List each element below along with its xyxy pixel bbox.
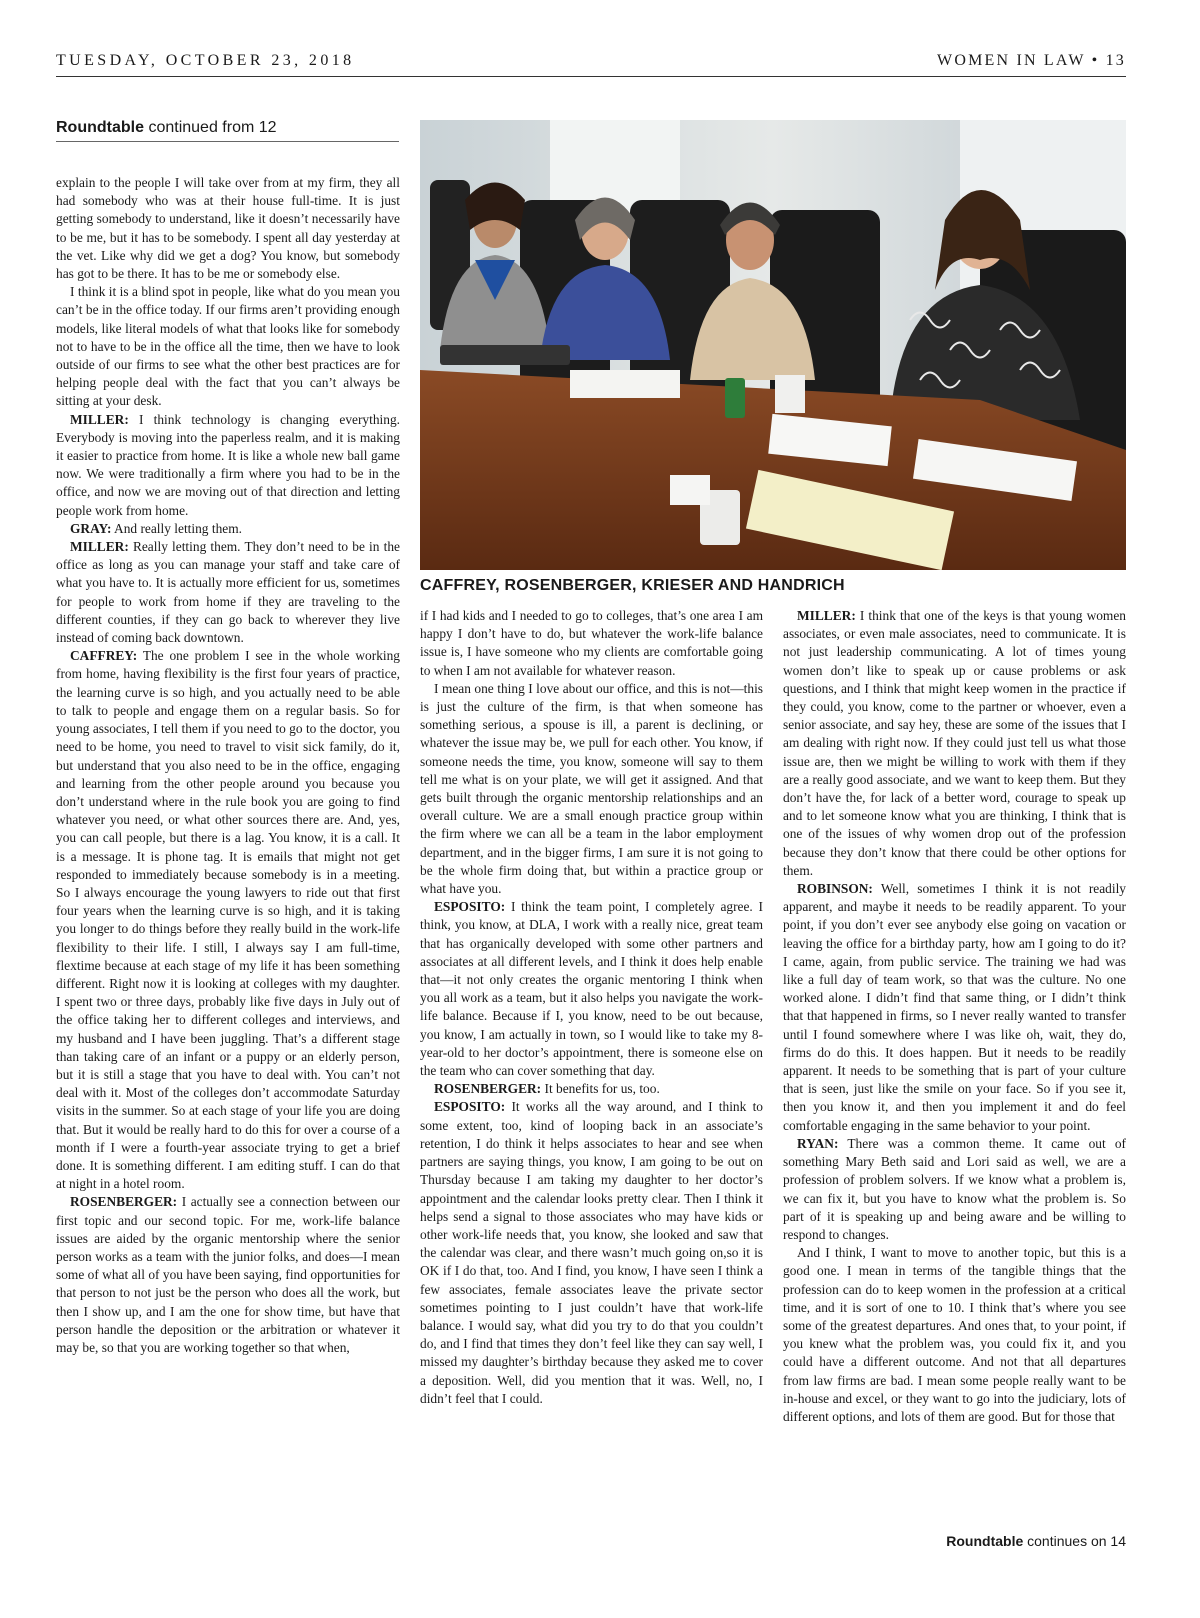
article-paragraph: [56, 411, 400, 520]
article-paragraph: [56, 283, 400, 410]
paragraph-text: if I had kids and I needed to go to colleges, that’s one area I am happy I don’t have to do, but whatever the work-life balance issue is, I have someone who my clients are comfortable going to when I am not available for whatever reason.: [420, 608, 763, 678]
article-paragraph: [420, 898, 763, 1080]
page-header: [56, 52, 1126, 77]
photo-caption: CAFFREY, ROSENBERGER, KRIESER AND HANDRICH: [420, 577, 845, 594]
photo-illustration: [420, 120, 1126, 570]
speaker-name: ROSENBERGER:: [434, 1081, 542, 1097]
article-paragraph: [783, 1135, 1126, 1244]
speaker-name: ESPOSITO:: [434, 899, 506, 915]
paragraph-text: I mean one thing I love about our office, and this is not—this is just the culture of the firm, is that when someone has something serious, a spouse is ill, a parent is declining, or whatever the issue may be, we pull for each other. You know, if someone needs the time, you know, someone will say to them tell me what is on your plate, we will get it assigned. And that gets built through the organic mentorship relationships and an overall culture. We are a small enough practice group within the firm where we can all be a team in the labor employment department, and in the bigger firms, I am sure it is not going to be the whole firm doing that, but within a practice group or what have you.: [420, 680, 763, 897]
footer-title: Roundtable: [946, 1533, 1024, 1549]
article-paragraph: [56, 520, 400, 538]
article-paragraph: [56, 1193, 400, 1357]
speaker-name: ROSENBERGER:: [70, 1194, 178, 1210]
paragraph-text: I actually see a connection between our first topic and our second topic. For me, work-life balance issues are aided by the organic mentorship where the senior person works as a team with the junior folks, and does—I mean some of what all of you have been saying, find opportunities for that person to not just be the person who does all the work, but then I show up, and I am the one for show time, but have that person handle the deposition or the arbitration or whatever it may be, so that you are working together so that when,: [56, 1194, 400, 1355]
speaker-name: ESPOSITO:: [434, 1099, 506, 1115]
footer-suffix: continues on 14: [1027, 1533, 1126, 1549]
paragraph-text: explain to the people I will take over from at my firm, they all had somebody who was at their house full-time. It is just getting somebody to understand, like it doesn’t necessarily have to be me, but it has to be somebody. I spent all day yesterday at the vet. Like why did we get a dog? You know, but somebody has got to be there. It has to be me or somebody else.: [56, 175, 400, 282]
article-paragraph: [783, 880, 1126, 1135]
article-paragraph: [56, 647, 400, 1193]
article-column-1: [56, 174, 400, 1357]
paragraph-text: I think the team point, I completely agree. I think, you know, at DLA, I work with a really nice, great team that has organically developed with some other partners and associates at all different levels, and I think it does help enable that—it not only creates the organic mentoring I think when you all work as a team, but it also helps you navigate the work-life balance. Because if I, you know, need to be out because, you know, I am actually in town, so I would like to take my 8-year-old to her doctor’s appointment, there is someone else on the team who can cover something that day.: [420, 899, 763, 1079]
issue-date: TUESDAY, OCTOBER 23, 2018: [56, 52, 355, 69]
kicker-title: Roundtable: [56, 119, 144, 136]
paragraph-text: Well, sometimes I think it is not readily apparent, and maybe it needs to be readily apparent. To your point, if you don’t ever see anybody else going on vacation or leaving the office for a birthday party, how am I going to do it? I came, again, from public service. The training we had was like a full day of team work, so that was the culture. No one worked alone. I didn’t find that same thing, or I didn’t think that that happened in firms, so I never really wanted to transfer until I found somewhere where I was like oh, wait, they do, firms do do this. It does happen. But it needs to be readily apparent. It needs to be something that is part of your culture that is seen, just like the smile on your face. So if you see it, then you know it, and then you implement it and do feel comfortable engaging in the same behavior to your point.: [783, 881, 1127, 1133]
kicker-suffix: continued from 12: [148, 119, 277, 136]
speaker-name: MILLER:: [70, 539, 129, 555]
continues-on-label: [946, 1533, 1126, 1549]
paragraph-text: And really letting them.: [114, 520, 242, 536]
article-paragraph: [420, 607, 763, 680]
paragraph-text: I think it is a blind spot in people, like what do you mean you can’t be in the office today. If our firms aren’t providing enough models, like literal models of what that looks like for somebody not to have to be in the office all the time, then we have to look outside of our firms to see what the other best practices are for helping people deal with the fact that you can’t always be sitting at your desk.: [56, 284, 400, 409]
article-column-3: [783, 607, 1126, 1426]
article-paragraph: [420, 1098, 763, 1407]
paragraph-text: Really letting them. They don’t need to be in the office as long as you can manage your staff and take care of what you have to. It is actually more efficient for us, sometimes for people to work from home if they are traveling to the different counties, if they can go back to wherever they live instead of coming back downtown.: [56, 539, 400, 646]
article-paragraph: [56, 538, 400, 647]
speaker-name: RYAN:: [797, 1135, 839, 1151]
article-paragraph: [420, 1080, 763, 1098]
paragraph-text: I think technology is changing everything. Everybody is moving into the paperless realm, and it is making it easier to practice from home. It is like a whole new ball game now. We were traditionally a firm where you had to be in the office, and now we are moving out of that direction and letting people work from home.: [56, 411, 400, 518]
paragraph-text: The one problem I see in the whole working from home, having flexibility is the first four years of practice, the learning curve is so high, and you actually need to be able to talk to people and engage them on a regular basis. So for young associates, I tell them if you need to go to the doctor, you need to be home, you need to travel to visit sick family, do it, but understand that you also need to be in the office, engaging and learning from the other people around you because you don’t understand where in the rule book you are going to find whatever you need, or what other sources there are. And, yes, you can call people, but there is a lag. You know, it is a call. It is a message. It is phone tag. It is emails that might not get responded to immediately because somebody is in a meeting. So I always encourage the young lawyers to ride out that first four years when the learning curve is so high, and it is taking you longer to do things before they really build in the work-life flexibility to their life. I still, I always say I am full-time, flextime because at each stage of my life it has been something different. Right now it is looking at colleges with my daughter. I spent two or three days, probably like five days in July out of the office taking her to different colleges and interviews, and my husband and I have been juggling. That’s a different stage than taking care of an infant or a puppy or an elderly person, but it is still a stage that you have to deal with. You can’t not deal with it. Most of the colleges don’t accommodate Saturday visits in the summer. So at each stage of your life you are doing that. But it would be really hard to do this for over a course of a month if I were a fourth-year associate trying to get a brief done. It is something different. I am editing stuff. I can do that at night in a hotel room.: [56, 648, 401, 1192]
article-column-2: [420, 607, 763, 1408]
paragraph-text: I think that one of the keys is that young women associates, or even male associates, need to communicate. It is not just leadership communicating. A lot of times young women don’t like to speak up or cause problems or ask questions, and I think that might keep women in the practice if they could, you know, come to the partner or whoever, even a senior associate, and say hey, these are some of the issues that I am dealing with right now. If they could just tell us what those issue are, then we might be willing to work with them if they are a really good associate, and we want to keep them. But they don’t have the, for lack of a better word, courage to speak up and to let someone know what you are thinking, I think that is one of the issues of why women drop out of the profession because they don’t know that there could be other options for them.: [783, 608, 1126, 878]
speaker-name: CAFFREY:: [70, 648, 138, 664]
article-paragraph: [783, 607, 1126, 880]
article-paragraph: [420, 680, 763, 898]
paragraph-text: It benefits for us, too.: [544, 1081, 660, 1097]
article-paragraph: [783, 1244, 1126, 1426]
speaker-name: ROBINSON:: [797, 881, 873, 897]
roundtable-photo: [420, 120, 1126, 570]
paragraph-text: It works all the way around, and I think to some extent, too, kind of looping back in an associate’s retention, I do think it helps associates to hear and see when partners are saying things, you know, I am going to be out on Thursday because I am taking my daughter to her doctor’s appointment and the calendar looks pretty clear. Then I think it helps send a signal to those associates who may have kids or other work-life needs that, you know, she looked and saw that the calendar was clear, and there wasn’t much going on,so it is OK if I do that, too. And I find, you know, I have seen I think a few associates, female associates leave the private sector sometimes pointing to I just couldn’t have that work-life balance. I would say, what did you try to do that you couldn’t do, and I find that times they don’t feel like they can say well, I missed my daughter’s birthday because they asked me to cover a deposition. Well, did you mention that it was. Well, no, I didn’t feel that I could.: [420, 1099, 763, 1406]
article-paragraph: [56, 174, 400, 283]
speaker-name: GRAY:: [70, 520, 112, 536]
continued-from-label: [56, 119, 399, 142]
speaker-name: MILLER:: [70, 411, 129, 427]
paragraph-text: And I think, I want to move to another topic, but this is a good one. I mean in terms of the tangible things that the profession can do to keep women in the profession at a critical time, and it is sort of one to 10. I think that’s where you see some of the greatest departures. And ones that, to your point, if you knew what the problem was, you could fix it, and you could have a different outcome. And not that all departures from law firms are bad. I mean some people really want to be in-house and excel, or they want to go into the judiciary, lots of different options, and lots of them are good. But for those that: [783, 1245, 1126, 1424]
speaker-name: MILLER:: [797, 608, 856, 623]
paragraph-text: There was a common theme. It came out of something Mary Beth said and Lori said as well, we are a profession of problem solvers. If we know what a problem is, we can fix it, but you have to know what the problem is. So part of it is speaking up and being aware and be willing to respond to changes.: [783, 1135, 1126, 1242]
section-page-number: WOMEN IN LAW • 13: [937, 52, 1126, 69]
